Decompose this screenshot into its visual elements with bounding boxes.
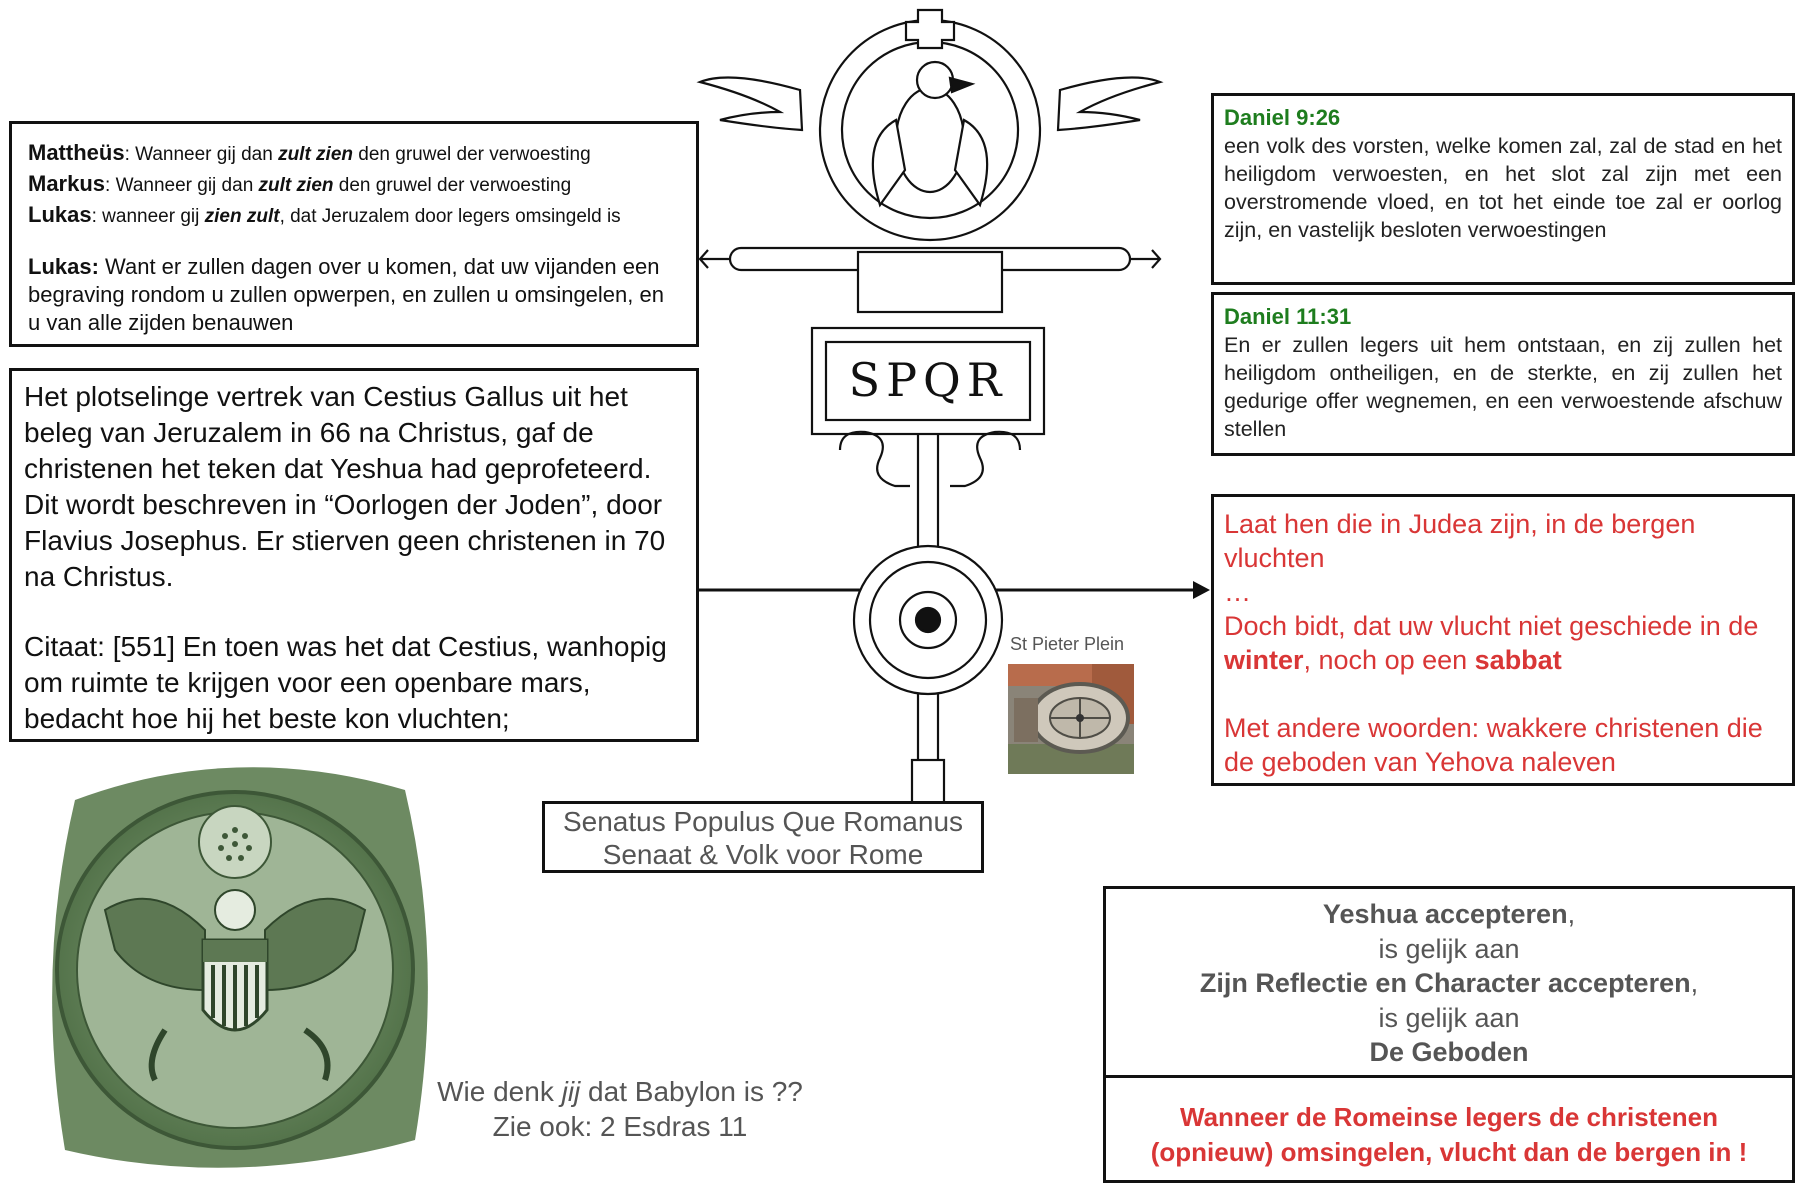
luke-line: Lukas: wanneer gij zien zult, dat Jeruzalem door legers omsingeld is xyxy=(28,202,621,227)
st-pieter-label: St Pieter Plein xyxy=(1010,634,1125,654)
babylon-question: Wie denk jij dat Babylon is ?? Zie ook: 2 Esdras 11 xyxy=(410,1074,830,1144)
scripture-reference: Daniel 11:31 xyxy=(1224,304,1352,329)
luke-paragraph: Lukas: Want er zullen dagen over u komen, dat uw vijanden een begraving rondom u zullen opwerpen, en zullen u omsingelen, en u van alle zijden benauwen xyxy=(28,254,664,335)
warning-box: Wanneer de Romeinse legers de christenen (opnieuw) omsingelen, vlucht dan de bergen in ! xyxy=(1103,1075,1795,1183)
ellipsis: … xyxy=(1224,577,1251,607)
scripture-reference: Daniel 9:26 xyxy=(1224,105,1341,130)
scripture-text: En er zullen legers uit hem ontstaan, en zij zullen het heiligdom ontheiligen, en de sterkte, en zij zullen het gedurige offer wegnemen, en een verwoestende afschuw stellen xyxy=(1224,333,1782,441)
flee-to-mountains-box xyxy=(1211,494,1795,786)
flee-line: Laat hen die in Judea zijn, in de bergen vluchten xyxy=(1224,509,1696,573)
matthew-line: Mattheüs: Wanneer gij dan zult zien den gruwel der verwoesting xyxy=(28,140,591,165)
spqr-caption-box xyxy=(542,801,984,873)
daniel-11-31-box xyxy=(1211,292,1795,456)
esdras-reference: Zie ook: 2 Esdras 11 xyxy=(492,1111,748,1142)
pray-line: Doch bidt, dat uw vlucht niet geschiede in de winter, noch op een sabbat xyxy=(1224,611,1759,675)
st-peters-square-aerial-icon xyxy=(1008,664,1134,774)
spqr-plaque-text: SPQR xyxy=(848,353,1008,407)
cestius-paragraph: Het plotselinge vertrek van Cestius Gallus uit het beleg van Jeruzalem in 66 na Christus, gaf de christenen het teken dat Yeshua had geprofeteerd. Dit wordt beschreven in “Oorlogen der Joden”, door Flavius Josephus. Er stierven geen christenen in 70 na Christus. xyxy=(24,381,666,592)
cestius-gallus-box xyxy=(9,368,699,742)
spqr-dutch: Senaat & Volk voor Rome xyxy=(602,839,924,870)
spqr-latin: Senatus Populus Que Romanus xyxy=(562,806,964,837)
mark-line: Markus: Wanneer gij dan zult zien den gruwel der verwoesting xyxy=(28,171,572,196)
daniel-9-26-box xyxy=(1211,93,1795,285)
josephus-quote: Citaat: [551] En toen was het dat Cestius, wanhopig om ruimte te krijgen voor een openbare mars, bedacht hoe hij het beste kon vluchten; xyxy=(24,631,667,734)
gospel-quotes-box xyxy=(9,121,699,347)
yeshua-equation-box: Yeshua accepteren, is gelijk aan Zijn Reflectie en Character accepteren, is gelijk aan De Geboden xyxy=(1103,886,1795,1081)
great-seal-eagle-icon xyxy=(45,760,435,1180)
in-other-words-line: Met andere woorden: wakkere christenen die de geboden van Yehova naleven xyxy=(1224,713,1763,777)
scripture-text: een volk des vorsten, welke komen zal, zal de stad en het heiligdom verwoesten, en het slot zal zijn met een overstromende vloed, en tot het einde toe zal er oorlog zijn, en vastelijk besloten verwoestingen xyxy=(1224,134,1782,242)
